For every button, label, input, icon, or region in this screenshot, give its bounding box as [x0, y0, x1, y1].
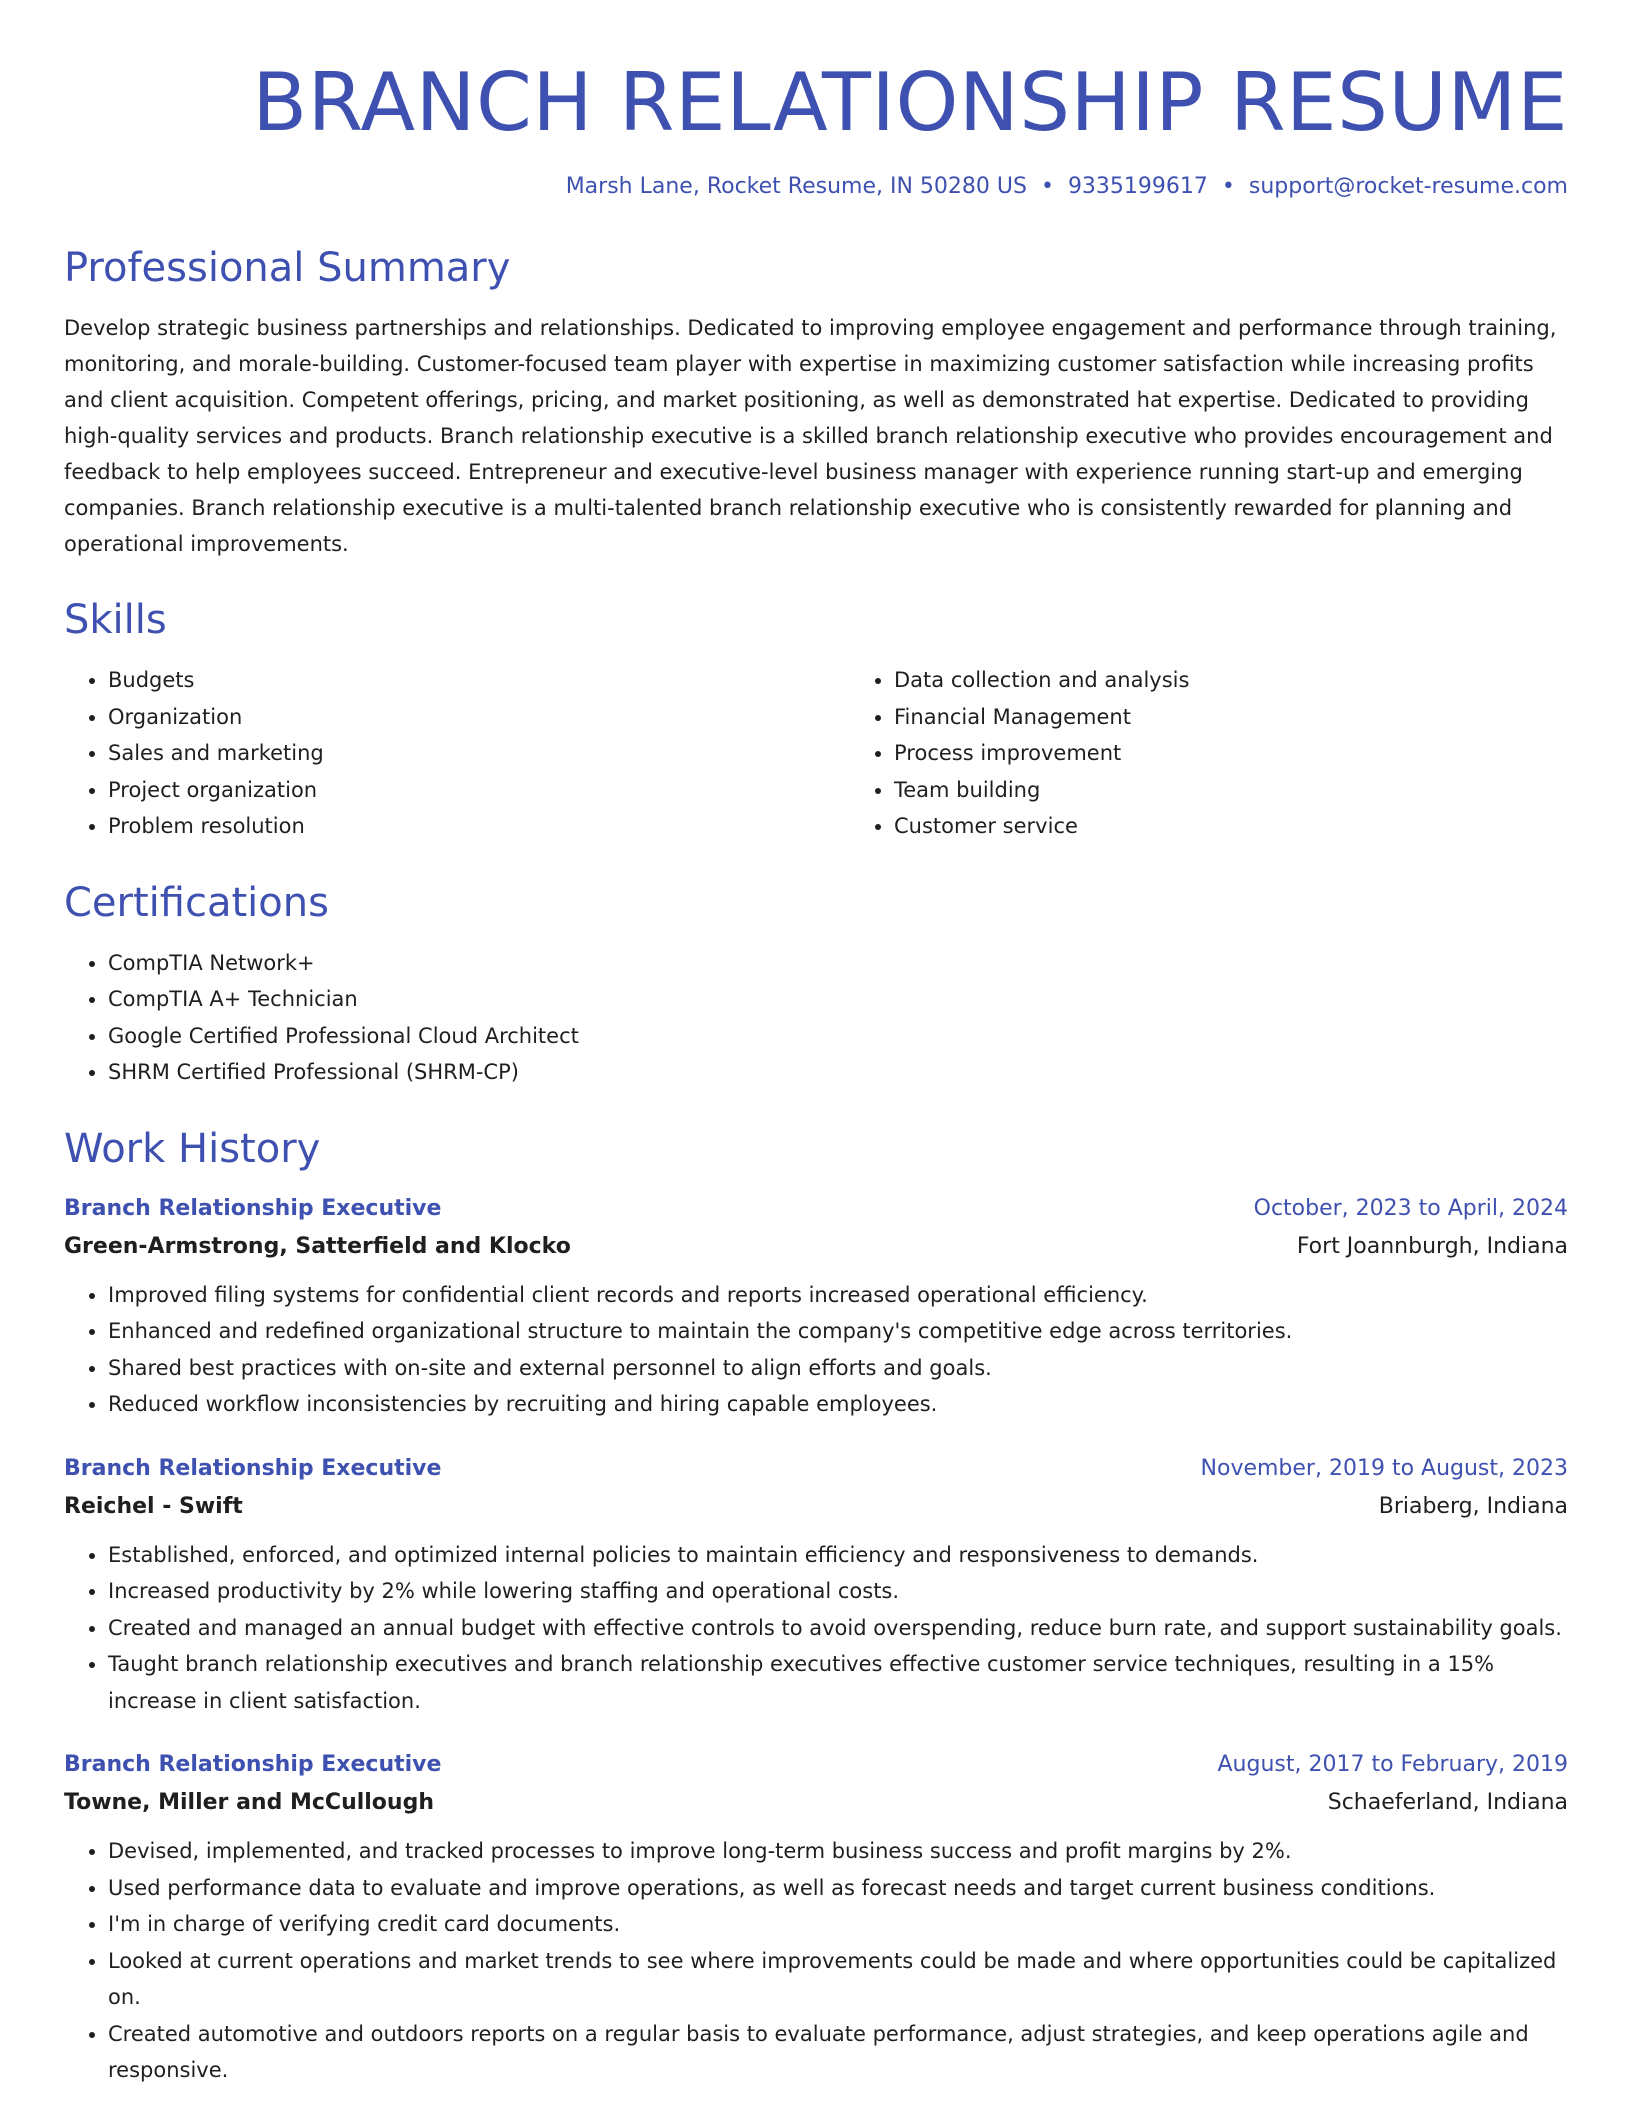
- address: Marsh Lane, Rocket Resume, IN 50280 US: [565, 174, 1027, 199]
- job-bullets: [64, 1277, 1568, 1423]
- contact-line: [64, 172, 1568, 202]
- job-bullet: • Taught branch relationship executives and branch relationship executives effective customer service techniques, resulting in a 15% increase in client satisfaction.: [108, 1646, 1568, 1719]
- skills-list: [64, 662, 1568, 845]
- job-bullet: • Established, enforced, and optimized internal policies to maintain efficiency and responsiveness to demands.: [108, 1537, 1568, 1574]
- job-title: Branch Relationship Executive: [64, 1752, 442, 1777]
- skill-item: • Financial Management: [894, 699, 1568, 736]
- job-company: Green-Armstrong, Satterfield and Klocko: [64, 1233, 571, 1259]
- certifications-title: Certifications: [64, 879, 329, 926]
- job-bullet: • Devised, implemented, and tracked processes to improve long-term business success and profit margins by 2%.: [108, 1833, 1568, 1870]
- skill-item: • Project organization: [108, 772, 850, 809]
- summary-text: Develop strategic business partnerships and relationships. Dedicated to improving employee engagement and performance through training, monitoring, and morale-building. Customer-focused team player with expertise in maximizing customer satisfaction while increasing profits and client acquisition. Competent offerings, pricing, and market positioning, as well as demonstrated hat expertise. Dedicated to providing high-quality services and products. Branch relationship executive is a skilled branch relationship executive who provides encouragement and feedback to help employees succeed. Entrepreneur and executive-level business manager with experience running start-up and emerging companies. Branch relationship executive is a multi-talented branch relationship executive who is consistently rewarded for planning and operational improvements.: [64, 316, 1557, 556]
- job-bullet: • Created automotive and outdoors reports on a regular basis to evaluate performance, adjust strategies, and keep operations agile and responsive.: [108, 2016, 1568, 2089]
- skill-item: • Process improvement: [894, 735, 1568, 772]
- job-bullet: • I'm in charge of verifying credit card documents.: [108, 1906, 1568, 1943]
- job-entry: [64, 1747, 1568, 2089]
- job-location: Briaberg, Indiana: [1378, 1493, 1568, 1519]
- skill-item: • Customer service: [894, 808, 1568, 845]
- job-location: Schaeferland, Indiana: [1327, 1790, 1568, 1815]
- job-dates: November, 2019 to August, 2023: [1200, 1455, 1568, 1481]
- job-bullets: [64, 1833, 1568, 2089]
- job-bullet: • Increased productivity by 2% while lowering staffing and operational costs.: [108, 1573, 1568, 1610]
- summary-title: Professional Summary: [64, 245, 511, 291]
- resume-name: BRANCH RELATIONSHIP RESUME: [252, 56, 1568, 149]
- job-bullets: [64, 1537, 1568, 1720]
- job-title: Branch Relationship Executive: [64, 1455, 442, 1481]
- skill-item: • Data collection and analysis: [894, 662, 1568, 699]
- work-history-title: Work History: [64, 1125, 321, 1172]
- skills-left-column: [64, 662, 850, 845]
- job-bullet: • Shared best practices with on-site and external personnel to align efforts and goals.: [108, 1350, 1568, 1387]
- certification-item: • CompTIA A+ Technician: [108, 981, 1568, 1018]
- certifications-list: [64, 945, 1568, 1091]
- job-bullet: • Improved filing systems for confidential client records and reports increased operational efficiency.: [108, 1277, 1568, 1314]
- skill-item: • Team building: [894, 772, 1568, 809]
- skill-item: • Organization: [108, 699, 850, 736]
- skills-title: Skills: [64, 597, 167, 643]
- job-entry: [64, 1191, 1568, 1423]
- separator: •: [1040, 174, 1054, 199]
- job-bullet: • Used performance data to evaluate and improve operations, as well as forecast needs and target current business conditions.: [108, 1870, 1568, 1907]
- certification-item: • Google Certified Professional Cloud Architect: [108, 1018, 1568, 1055]
- job-title: Branch Relationship Executive: [64, 1195, 442, 1221]
- skills-right-column: [850, 662, 1568, 845]
- job-bullet: • Created and managed an annual budget with effective controls to avoid overspending, reduce burn rate, and support sustainability goals.: [108, 1610, 1568, 1647]
- certification-item: • SHRM Certified Professional (SHRM-CP): [108, 1054, 1568, 1091]
- job-dates: October, 2023 to April, 2024: [1253, 1195, 1568, 1221]
- job-bullet: • Reduced workflow inconsistencies by recruiting and hiring capable employees.: [108, 1386, 1568, 1423]
- separator: •: [1221, 174, 1235, 199]
- resume-header: [64, 48, 1568, 202]
- job-entry: [64, 1451, 1568, 1720]
- job-bullet: • Enhanced and redefined organizational structure to maintain the company's competitive edge across territories.: [108, 1313, 1568, 1350]
- job-company: Reichel - Swift: [64, 1493, 243, 1519]
- job-company: Towne, Miller and McCullough: [64, 1790, 434, 1815]
- skill-item: • Budgets: [108, 662, 850, 699]
- phone: 9335199617: [1067, 174, 1208, 199]
- job-bullet: • Looked at current operations and market trends to see where improvements could be made and where opportunities could be capitalized on.: [108, 1943, 1568, 2016]
- job-dates: August, 2017 to February, 2019: [1217, 1752, 1568, 1777]
- skill-item: • Sales and marketing: [108, 735, 850, 772]
- skill-item: • Problem resolution: [108, 808, 850, 845]
- job-location: Fort Joannburgh, Indiana: [1296, 1233, 1568, 1259]
- certification-item: • CompTIA Network+: [108, 945, 1568, 982]
- email: support@rocket-resume.com: [1248, 174, 1568, 199]
